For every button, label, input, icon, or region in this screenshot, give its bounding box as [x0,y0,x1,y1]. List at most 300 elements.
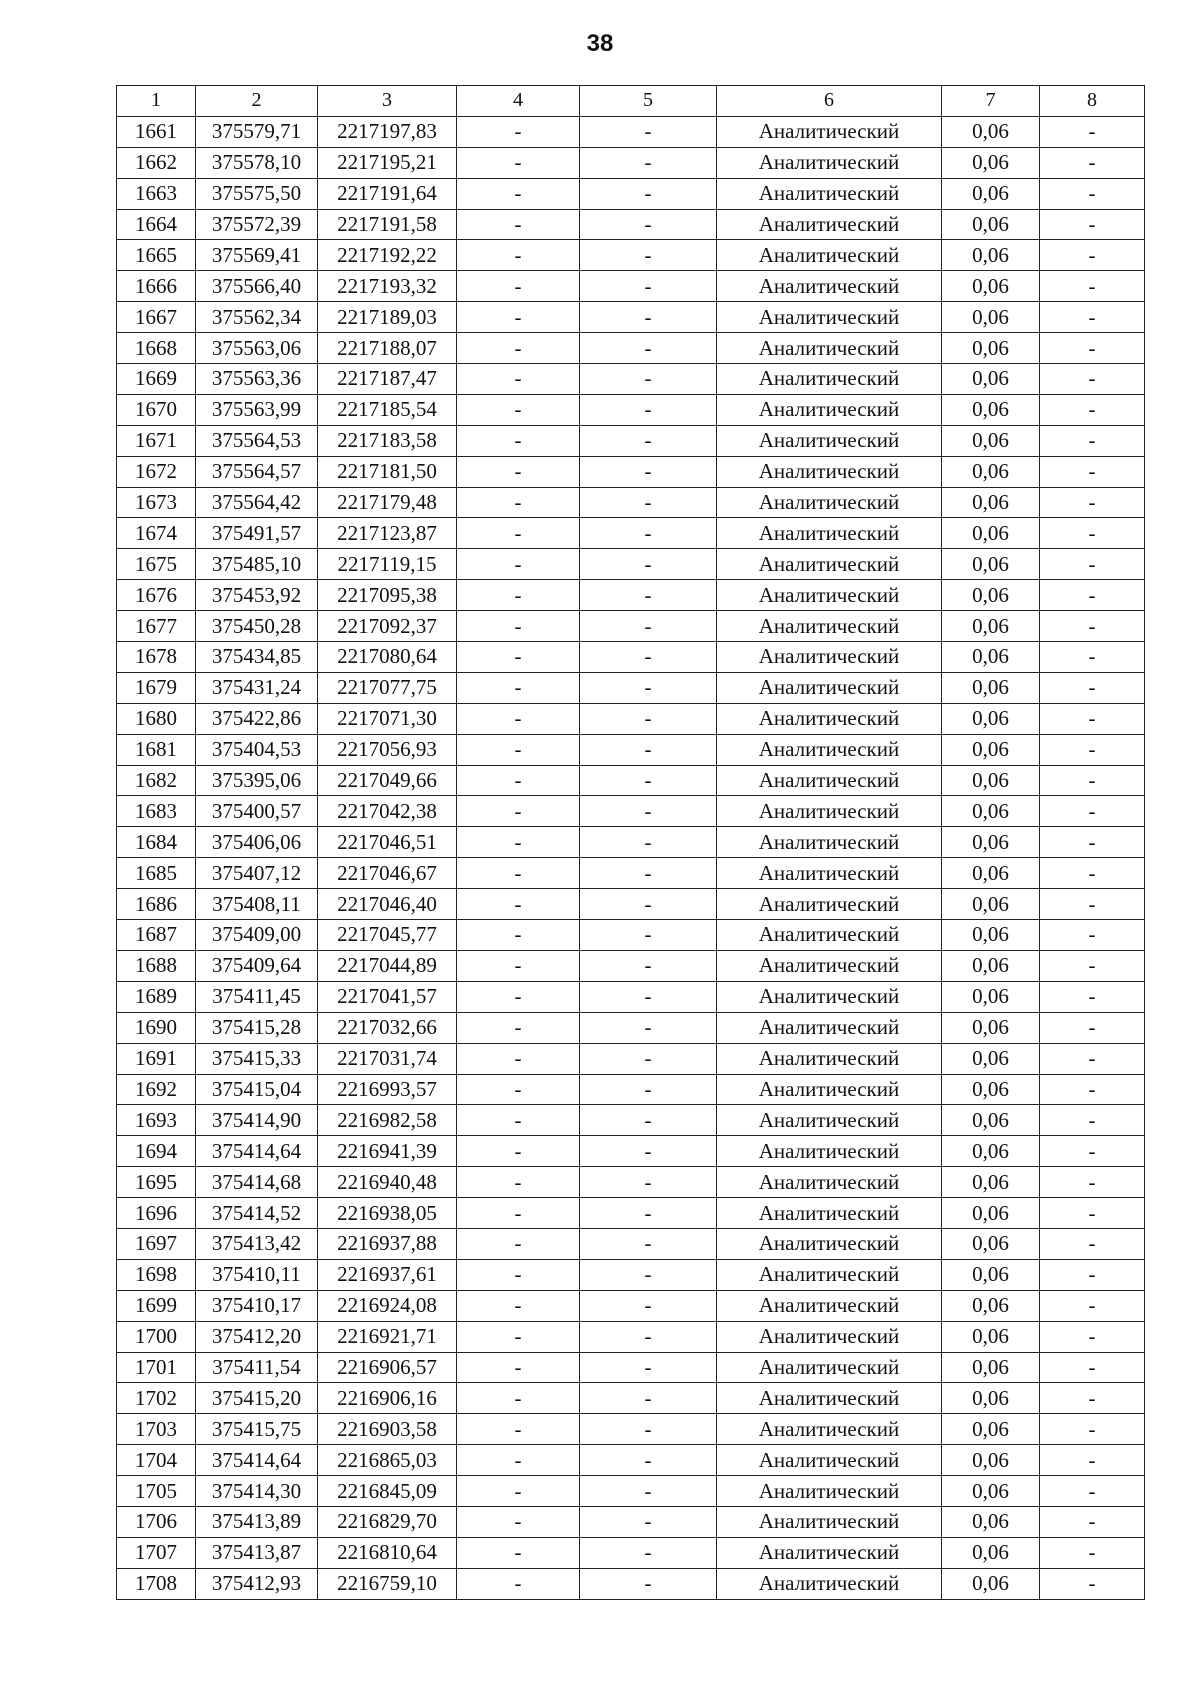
column-header: 1 [117,86,196,117]
x-coordinate-cell: 375411,54 [196,1352,318,1383]
col8-cell: - [1040,147,1145,178]
col8-cell: - [1040,1568,1145,1599]
table-row [117,950,1145,981]
col4-cell: - [457,950,580,981]
y-coordinate-cell: 2216829,70 [318,1506,457,1537]
table-row [117,1321,1145,1352]
point-number-cell: 1672 [117,456,196,487]
method-cell: Аналитический [717,1352,942,1383]
point-number-cell: 1702 [117,1383,196,1414]
method-cell: Аналитический [717,611,942,642]
y-coordinate-cell: 2216903,58 [318,1414,457,1445]
col5-cell: - [580,1445,717,1476]
col4-cell: - [457,1105,580,1136]
y-coordinate-cell: 2217044,89 [318,950,457,981]
y-coordinate-cell: 2217041,57 [318,981,457,1012]
y-coordinate-cell: 2217077,75 [318,672,457,703]
table-row [117,642,1145,673]
col5-cell: - [580,1012,717,1043]
x-coordinate-cell: 375415,28 [196,1012,318,1043]
accuracy-cell: 0,06 [942,1476,1040,1507]
col5-cell: - [580,549,717,580]
accuracy-cell: 0,06 [942,1321,1040,1352]
col8-cell: - [1040,1228,1145,1259]
col4-cell: - [457,827,580,858]
col4-cell: - [457,1506,580,1537]
table-row [117,1414,1145,1445]
y-coordinate-cell: 2217042,38 [318,796,457,827]
y-coordinate-cell: 2216759,10 [318,1568,457,1599]
x-coordinate-cell: 375453,92 [196,580,318,611]
point-number-cell: 1698 [117,1259,196,1290]
point-number-cell: 1668 [117,333,196,364]
x-coordinate-cell: 375414,52 [196,1198,318,1229]
col8-cell: - [1040,1383,1145,1414]
col5-cell: - [580,1506,717,1537]
col8-cell: - [1040,611,1145,642]
col5-cell: - [580,178,717,209]
accuracy-cell: 0,06 [942,456,1040,487]
point-number-cell: 1690 [117,1012,196,1043]
method-cell: Аналитический [717,1167,942,1198]
col4-cell: - [457,518,580,549]
table-row [117,518,1145,549]
accuracy-cell: 0,06 [942,116,1040,147]
method-cell: Аналитический [717,302,942,333]
y-coordinate-cell: 2217192,22 [318,240,457,271]
method-cell: Аналитический [717,981,942,1012]
table-row [117,1198,1145,1229]
y-coordinate-cell: 2216845,09 [318,1476,457,1507]
accuracy-cell: 0,06 [942,672,1040,703]
x-coordinate-cell: 375395,06 [196,765,318,796]
col4-cell: - [457,796,580,827]
column-header: 7 [942,86,1040,117]
y-coordinate-cell: 2217071,30 [318,703,457,734]
table-row [117,209,1145,240]
x-coordinate-cell: 375562,34 [196,302,318,333]
accuracy-cell: 0,06 [942,889,1040,920]
table-row [117,672,1145,703]
method-cell: Аналитический [717,1074,942,1105]
table-row [117,889,1145,920]
method-cell: Аналитический [717,1198,942,1229]
col4-cell: - [457,209,580,240]
y-coordinate-cell: 2216865,03 [318,1445,457,1476]
col4-cell: - [457,1043,580,1074]
point-number-cell: 1707 [117,1537,196,1568]
col4-cell: - [457,889,580,920]
point-number-cell: 1684 [117,827,196,858]
col4-cell: - [457,611,580,642]
point-number-cell: 1691 [117,1043,196,1074]
method-cell: Аналитический [717,549,942,580]
col5-cell: - [580,950,717,981]
table-row [117,580,1145,611]
method-cell: Аналитический [717,1259,942,1290]
col8-cell: - [1040,858,1145,889]
y-coordinate-cell: 2216924,08 [318,1290,457,1321]
method-cell: Аналитический [717,734,942,765]
col8-cell: - [1040,364,1145,395]
col5-cell: - [580,394,717,425]
x-coordinate-cell: 375431,24 [196,672,318,703]
x-coordinate-cell: 375413,89 [196,1506,318,1537]
col4-cell: - [457,549,580,580]
x-coordinate-cell: 375450,28 [196,611,318,642]
col8-cell: - [1040,734,1145,765]
col4-cell: - [457,734,580,765]
accuracy-cell: 0,06 [942,1167,1040,1198]
method-cell: Аналитический [717,1445,942,1476]
x-coordinate-cell: 375415,04 [196,1074,318,1105]
table-row [117,827,1145,858]
method-cell: Аналитический [717,1012,942,1043]
y-coordinate-cell: 2217188,07 [318,333,457,364]
table-row [117,1568,1145,1599]
x-coordinate-cell: 375406,06 [196,827,318,858]
col5-cell: - [580,271,717,302]
method-cell: Аналитический [717,858,942,889]
col8-cell: - [1040,1321,1145,1352]
column-header: 5 [580,86,717,117]
x-coordinate-cell: 375564,42 [196,487,318,518]
method-cell: Аналитический [717,1228,942,1259]
y-coordinate-cell: 2216982,58 [318,1105,457,1136]
col4-cell: - [457,1445,580,1476]
x-coordinate-cell: 375563,36 [196,364,318,395]
col4-cell: - [457,1290,580,1321]
method-cell: Аналитический [717,147,942,178]
col5-cell: - [580,1167,717,1198]
col5-cell: - [580,1568,717,1599]
x-coordinate-cell: 375412,20 [196,1321,318,1352]
y-coordinate-cell: 2217095,38 [318,580,457,611]
col8-cell: - [1040,1414,1145,1445]
y-coordinate-cell: 2216940,48 [318,1167,457,1198]
accuracy-cell: 0,06 [942,271,1040,302]
col8-cell: - [1040,271,1145,302]
col4-cell: - [457,1414,580,1445]
col8-cell: - [1040,178,1145,209]
accuracy-cell: 0,06 [942,1259,1040,1290]
point-number-cell: 1696 [117,1198,196,1229]
accuracy-cell: 0,06 [942,1105,1040,1136]
table-row [117,981,1145,1012]
accuracy-cell: 0,06 [942,1074,1040,1105]
col4-cell: - [457,394,580,425]
x-coordinate-cell: 375564,57 [196,456,318,487]
table-row [117,920,1145,951]
y-coordinate-cell: 2217197,83 [318,116,457,147]
point-number-cell: 1667 [117,302,196,333]
col4-cell: - [457,580,580,611]
col5-cell: - [580,209,717,240]
col5-cell: - [580,1476,717,1507]
x-coordinate-cell: 375414,64 [196,1445,318,1476]
table-row [117,333,1145,364]
method-cell: Аналитический [717,394,942,425]
point-number-cell: 1664 [117,209,196,240]
col5-cell: - [580,1383,717,1414]
x-coordinate-cell: 375563,06 [196,333,318,364]
x-coordinate-cell: 375414,64 [196,1136,318,1167]
x-coordinate-cell: 375413,87 [196,1537,318,1568]
col8-cell: - [1040,827,1145,858]
accuracy-cell: 0,06 [942,858,1040,889]
x-coordinate-cell: 375404,53 [196,734,318,765]
table-row [117,394,1145,425]
table-row [117,240,1145,271]
method-cell: Аналитический [717,1568,942,1599]
col5-cell: - [580,425,717,456]
col5-cell: - [580,1198,717,1229]
col8-cell: - [1040,456,1145,487]
col8-cell: - [1040,116,1145,147]
table-row [117,1105,1145,1136]
col5-cell: - [580,611,717,642]
col5-cell: - [580,240,717,271]
table-row [117,1136,1145,1167]
col8-cell: - [1040,302,1145,333]
point-number-cell: 1682 [117,765,196,796]
col4-cell: - [457,672,580,703]
col5-cell: - [580,364,717,395]
col5-cell: - [580,796,717,827]
col8-cell: - [1040,580,1145,611]
col8-cell: - [1040,1074,1145,1105]
table-row [117,1383,1145,1414]
col8-cell: - [1040,672,1145,703]
column-header: 6 [717,86,942,117]
x-coordinate-cell: 375407,12 [196,858,318,889]
col4-cell: - [457,858,580,889]
point-number-cell: 1701 [117,1352,196,1383]
method-cell: Аналитический [717,271,942,302]
method-cell: Аналитический [717,1537,942,1568]
col4-cell: - [457,425,580,456]
page-number: 38 [586,30,614,57]
accuracy-cell: 0,06 [942,1445,1040,1476]
table-row [117,1445,1145,1476]
x-coordinate-cell: 375410,11 [196,1259,318,1290]
y-coordinate-cell: 2217189,03 [318,302,457,333]
method-cell: Аналитический [717,240,942,271]
col5-cell: - [580,889,717,920]
accuracy-cell: 0,06 [942,1537,1040,1568]
method-cell: Аналитический [717,889,942,920]
accuracy-cell: 0,06 [942,1414,1040,1445]
col8-cell: - [1040,1043,1145,1074]
col5-cell: - [580,1537,717,1568]
accuracy-cell: 0,06 [942,1506,1040,1537]
col4-cell: - [457,116,580,147]
accuracy-cell: 0,06 [942,1290,1040,1321]
table-row [117,456,1145,487]
y-coordinate-cell: 2217032,66 [318,1012,457,1043]
accuracy-cell: 0,06 [942,1136,1040,1167]
col8-cell: - [1040,889,1145,920]
col8-cell: - [1040,703,1145,734]
col4-cell: - [457,765,580,796]
accuracy-cell: 0,06 [942,920,1040,951]
col8-cell: - [1040,796,1145,827]
y-coordinate-cell: 2216906,16 [318,1383,457,1414]
accuracy-cell: 0,06 [942,1228,1040,1259]
point-number-cell: 1704 [117,1445,196,1476]
col4-cell: - [457,1198,580,1229]
col4-cell: - [457,920,580,951]
x-coordinate-cell: 375415,33 [196,1043,318,1074]
col5-cell: - [580,456,717,487]
col5-cell: - [580,981,717,1012]
column-header: 3 [318,86,457,117]
point-number-cell: 1699 [117,1290,196,1321]
col4-cell: - [457,456,580,487]
accuracy-cell: 0,06 [942,1043,1040,1074]
y-coordinate-cell: 2217181,50 [318,456,457,487]
col8-cell: - [1040,1259,1145,1290]
y-coordinate-cell: 2216937,61 [318,1259,457,1290]
col5-cell: - [580,920,717,951]
x-coordinate-cell: 375409,64 [196,950,318,981]
accuracy-cell: 0,06 [942,1198,1040,1229]
col8-cell: - [1040,1290,1145,1321]
method-cell: Аналитический [717,1105,942,1136]
accuracy-cell: 0,06 [942,364,1040,395]
col4-cell: - [457,147,580,178]
col4-cell: - [457,1321,580,1352]
accuracy-cell: 0,06 [942,178,1040,209]
method-cell: Аналитический [717,642,942,673]
y-coordinate-cell: 2216810,64 [318,1537,457,1568]
y-coordinate-cell: 2217123,87 [318,518,457,549]
table-row [117,487,1145,518]
method-cell: Аналитический [717,580,942,611]
col4-cell: - [457,1537,580,1568]
point-number-cell: 1695 [117,1167,196,1198]
col8-cell: - [1040,950,1145,981]
accuracy-cell: 0,06 [942,765,1040,796]
x-coordinate-cell: 375414,30 [196,1476,318,1507]
table-row [117,178,1145,209]
x-coordinate-cell: 375578,10 [196,147,318,178]
col8-cell: - [1040,1012,1145,1043]
accuracy-cell: 0,06 [942,1352,1040,1383]
col5-cell: - [580,734,717,765]
col4-cell: - [457,642,580,673]
col4-cell: - [457,178,580,209]
x-coordinate-cell: 375414,90 [196,1105,318,1136]
col8-cell: - [1040,1445,1145,1476]
table-row [117,364,1145,395]
table-row [117,425,1145,456]
accuracy-cell: 0,06 [942,518,1040,549]
col4-cell: - [457,240,580,271]
table-row [117,1167,1145,1198]
col8-cell: - [1040,981,1145,1012]
y-coordinate-cell: 2217049,66 [318,765,457,796]
point-number-cell: 1661 [117,116,196,147]
table-row [117,1043,1145,1074]
col5-cell: - [580,858,717,889]
point-number-cell: 1705 [117,1476,196,1507]
accuracy-cell: 0,06 [942,827,1040,858]
point-number-cell: 1700 [117,1321,196,1352]
point-number-cell: 1679 [117,672,196,703]
method-cell: Аналитический [717,425,942,456]
col4-cell: - [457,1568,580,1599]
accuracy-cell: 0,06 [942,240,1040,271]
col4-cell: - [457,487,580,518]
method-cell: Аналитический [717,703,942,734]
table-row [117,1537,1145,1568]
col5-cell: - [580,487,717,518]
col8-cell: - [1040,765,1145,796]
col4-cell: - [457,271,580,302]
column-header: 8 [1040,86,1145,117]
x-coordinate-cell: 375414,68 [196,1167,318,1198]
method-cell: Аналитический [717,950,942,981]
x-coordinate-cell: 375422,86 [196,703,318,734]
accuracy-cell: 0,06 [942,580,1040,611]
accuracy-cell: 0,06 [942,1012,1040,1043]
method-cell: Аналитический [717,1043,942,1074]
x-coordinate-cell: 375410,17 [196,1290,318,1321]
method-cell: Аналитический [717,487,942,518]
point-number-cell: 1688 [117,950,196,981]
accuracy-cell: 0,06 [942,796,1040,827]
y-coordinate-cell: 2216921,71 [318,1321,457,1352]
x-coordinate-cell: 375569,41 [196,240,318,271]
method-cell: Аналитический [717,209,942,240]
col8-cell: - [1040,209,1145,240]
accuracy-cell: 0,06 [942,394,1040,425]
col5-cell: - [580,642,717,673]
col4-cell: - [457,1136,580,1167]
col4-cell: - [457,1476,580,1507]
point-number-cell: 1677 [117,611,196,642]
method-cell: Аналитический [717,456,942,487]
accuracy-cell: 0,06 [942,950,1040,981]
col4-cell: - [457,1352,580,1383]
col5-cell: - [580,333,717,364]
table-row [117,765,1145,796]
point-number-cell: 1675 [117,549,196,580]
table-row [117,703,1145,734]
point-number-cell: 1663 [117,178,196,209]
method-cell: Аналитический [717,765,942,796]
x-coordinate-cell: 375563,99 [196,394,318,425]
col5-cell: - [580,703,717,734]
point-number-cell: 1683 [117,796,196,827]
table-row [117,147,1145,178]
method-cell: Аналитический [717,178,942,209]
y-coordinate-cell: 2217092,37 [318,611,457,642]
method-cell: Аналитический [717,333,942,364]
col8-cell: - [1040,1537,1145,1568]
coordinates-table [116,85,1145,1600]
x-coordinate-cell: 375411,45 [196,981,318,1012]
col5-cell: - [580,1105,717,1136]
col8-cell: - [1040,394,1145,425]
y-coordinate-cell: 2216937,88 [318,1228,457,1259]
point-number-cell: 1685 [117,858,196,889]
col4-cell: - [457,703,580,734]
x-coordinate-cell: 375408,11 [196,889,318,920]
col5-cell: - [580,1352,717,1383]
col4-cell: - [457,364,580,395]
